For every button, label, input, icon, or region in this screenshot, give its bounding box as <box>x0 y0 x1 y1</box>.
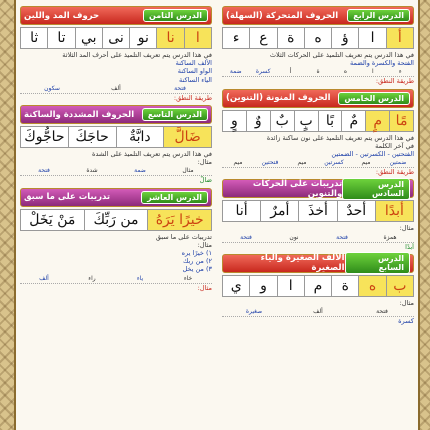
letter-cell: م <box>304 276 331 296</box>
row-cell: ضمة <box>229 68 242 76</box>
right-column <box>222 6 414 430</box>
letter-cell: ا <box>184 28 211 48</box>
pronunciation-label: طريقة النطق: <box>375 168 414 177</box>
example-row <box>222 233 414 243</box>
lesson-7 <box>222 254 414 325</box>
letter-cell: ه <box>358 276 385 296</box>
letter-cell: وٌ <box>246 111 270 131</box>
row-cell: همزة <box>383 233 397 241</box>
row-cell: ياء <box>136 274 144 282</box>
letters-row <box>20 27 212 49</box>
lesson-8 <box>20 6 212 102</box>
row-cell: ه <box>343 68 348 76</box>
row-cell: أ <box>289 68 292 76</box>
row-cell: ضمة <box>134 167 146 175</box>
letter-cell: و <box>249 276 276 296</box>
letter-cell: نى <box>102 28 129 48</box>
letter-cell: ا <box>358 28 385 48</box>
example-row <box>222 158 414 168</box>
lesson-title: الحروف المتحركة (السهلة) <box>226 10 339 21</box>
description-line: مثال: <box>399 298 414 307</box>
row-cell: ضمتين <box>389 159 407 167</box>
letter-cell: تا <box>47 28 74 48</box>
description-line: في هذا الدرس يتم تعريف التلميذ على نون ساكنة زائدة <box>266 133 414 142</box>
lesson-tag: الدرس السابع <box>345 252 411 274</box>
lesson-banner <box>222 89 414 108</box>
example-row <box>20 274 212 284</box>
letters-row <box>222 275 414 297</box>
letter-cell: أمرٌ <box>260 201 298 221</box>
row-cell: راء <box>88 274 96 282</box>
lesson-tag: الدرس السادس <box>342 178 410 200</box>
row-cell: كسرة <box>255 68 271 76</box>
letter-cell: بًا <box>318 111 342 131</box>
example-row <box>222 67 414 77</box>
row-cell: فتحة <box>336 233 348 241</box>
letter-cell: أبدًا <box>375 201 413 221</box>
left-column <box>20 6 212 430</box>
row-cell: ء <box>398 68 402 76</box>
description-line: في آخر الكلمة <box>375 141 414 150</box>
letters-row <box>222 110 414 132</box>
example-word: أبدًا <box>405 242 414 251</box>
lesson-banner <box>222 6 414 25</box>
letter-cell: أخذَ <box>298 201 336 221</box>
row-cell: ميم <box>361 159 371 167</box>
row-cell: خاء <box>183 274 193 282</box>
row-cell: فتحة <box>240 233 252 241</box>
letter-cell: ب <box>386 276 413 296</box>
letter-cell: ع <box>249 28 276 48</box>
lesson-title: حروف المد واللين <box>24 10 100 21</box>
description-line: ١) خيرًا يره <box>181 249 212 258</box>
letter-cell: بي <box>75 28 102 48</box>
row-cell: ألف <box>313 308 323 316</box>
lesson-title: تدريبات على الحركات والتنوين <box>252 178 343 199</box>
description-line: مثال: <box>399 224 414 233</box>
description-line: الياء الساكنة <box>179 75 212 84</box>
description-line: تدريبات على ما سبق <box>155 232 212 241</box>
example-row <box>222 307 414 317</box>
description-line: ٣) من يخل <box>182 265 212 274</box>
lesson-5 <box>222 89 414 177</box>
lesson-banner <box>222 254 414 273</box>
letter-cell: نو <box>129 28 156 48</box>
row-cell: سكون <box>44 84 60 92</box>
letter-cell: ا <box>277 276 304 296</box>
lesson-tag: الدرس العاشر <box>141 191 208 204</box>
row-cell: ألف <box>39 274 49 282</box>
letter-cell: ي <box>223 276 249 296</box>
letter-cell: ثا <box>21 28 47 48</box>
letter-cell: مَنْ يَخَلْ <box>21 210 84 230</box>
description-line: في هذا الدرس يتم تعريف التلميذ على أحرف المد الثلاثة <box>62 51 212 59</box>
letter-cell: ة <box>277 28 304 48</box>
lesson-tag: الدرس التاسع <box>142 108 208 121</box>
letter-cell: حاجَكَ <box>68 127 116 147</box>
letter-cell: أ <box>386 28 413 48</box>
description-line: الفتحتين - الكسرتين - الضمتين <box>331 150 414 159</box>
lesson-tag: الدرس الرابع <box>347 9 410 22</box>
example-row <box>20 166 212 176</box>
description-line: مثال: <box>197 240 212 249</box>
row-cell: ا <box>372 68 374 76</box>
row-cell: ميم <box>297 159 307 167</box>
letter-cell: أحدٌ <box>337 201 375 221</box>
description-line: الألف الساكنة <box>175 59 212 68</box>
letter-cell: بٍ <box>294 111 318 131</box>
letter-cell: ضَالَّ <box>163 127 211 147</box>
letter-cell: بٌ <box>270 111 294 131</box>
row-cell: صغيرة <box>245 308 263 316</box>
example-word: مثال: <box>197 283 212 292</box>
letter-cell: دابَّةٌ <box>116 127 164 147</box>
letters-row <box>20 126 212 148</box>
lesson-title: تدريبات على ما سبق <box>24 192 111 203</box>
example-row <box>20 84 212 94</box>
lesson-banner <box>20 105 212 124</box>
letter-cell: ة <box>331 276 358 296</box>
letter-cell: حاجُّوكَ <box>21 127 68 147</box>
letter-cell: أنا <box>223 201 260 221</box>
letter-cell: مًا <box>389 111 413 131</box>
row-cell: نون <box>289 233 299 241</box>
row-cell: كسرتين <box>324 159 344 167</box>
row-cell: شدة <box>86 167 98 175</box>
lesson-banner <box>20 188 212 207</box>
letter-cell: من رَبِّكَ <box>84 210 148 230</box>
letter-cell: وٍ <box>223 111 246 131</box>
letter-cell: ء <box>223 28 249 48</box>
lesson-tag: الدرس الخامس <box>338 92 410 105</box>
row-cell: فتحة <box>174 84 186 92</box>
example-word: كسرة <box>398 317 414 326</box>
row-cell: ألف <box>111 84 121 92</box>
letter-cell: خيرًا يَرَهُ <box>147 210 211 230</box>
lesson-tag: الدرس الثامن <box>143 9 208 22</box>
description-line: في هذا الدرس يتم تعريف التلميذ على الشدة <box>92 150 212 159</box>
example-word: ضالَّ <box>199 176 212 185</box>
description-line: في هذا الدرس يتم تعريف التلميذ على الحركات الثلاث <box>269 51 414 59</box>
letter-cell: ه <box>304 28 331 48</box>
description-line: الفتحة والكسرة والضمة <box>350 59 414 68</box>
lesson-title: الحروف المنونة (التنوين) <box>226 93 331 104</box>
lesson-10 <box>20 188 212 292</box>
letter-cell: نا <box>156 28 183 48</box>
lesson-banner <box>222 179 414 198</box>
pronunciation-label: طريقة النطق: <box>173 93 212 102</box>
row-cell: فتحة <box>38 167 50 175</box>
lesson-title: الألف الصغيرة والياء الصغيرة <box>260 253 345 274</box>
lesson-title: الحروف المشددة والساكنة <box>24 109 135 120</box>
pronunciation-label: طريقة النطق: <box>375 77 414 86</box>
letter-cell: ؤ <box>331 28 358 48</box>
lesson-banner <box>20 6 212 25</box>
lesson-9 <box>20 105 212 185</box>
description-line: ٢) من ربك <box>182 257 212 266</box>
row-cell: فتحتين <box>261 159 279 167</box>
letters-row <box>20 209 212 231</box>
description-line: الواو الساكنة <box>177 67 212 76</box>
row-cell: ميم <box>233 159 243 167</box>
letters-row <box>222 200 414 222</box>
letter-cell: مٌ <box>341 111 365 131</box>
row-cell: مثال <box>182 167 194 175</box>
lesson-6 <box>222 179 414 250</box>
lesson-4 <box>222 6 414 86</box>
row-cell: ة <box>316 68 320 76</box>
letters-row <box>222 27 414 49</box>
description-line: مثال: <box>197 158 212 167</box>
row-cell: فتحة <box>376 308 388 316</box>
letter-cell: مٍ <box>365 111 389 131</box>
page-sheet <box>14 0 420 430</box>
